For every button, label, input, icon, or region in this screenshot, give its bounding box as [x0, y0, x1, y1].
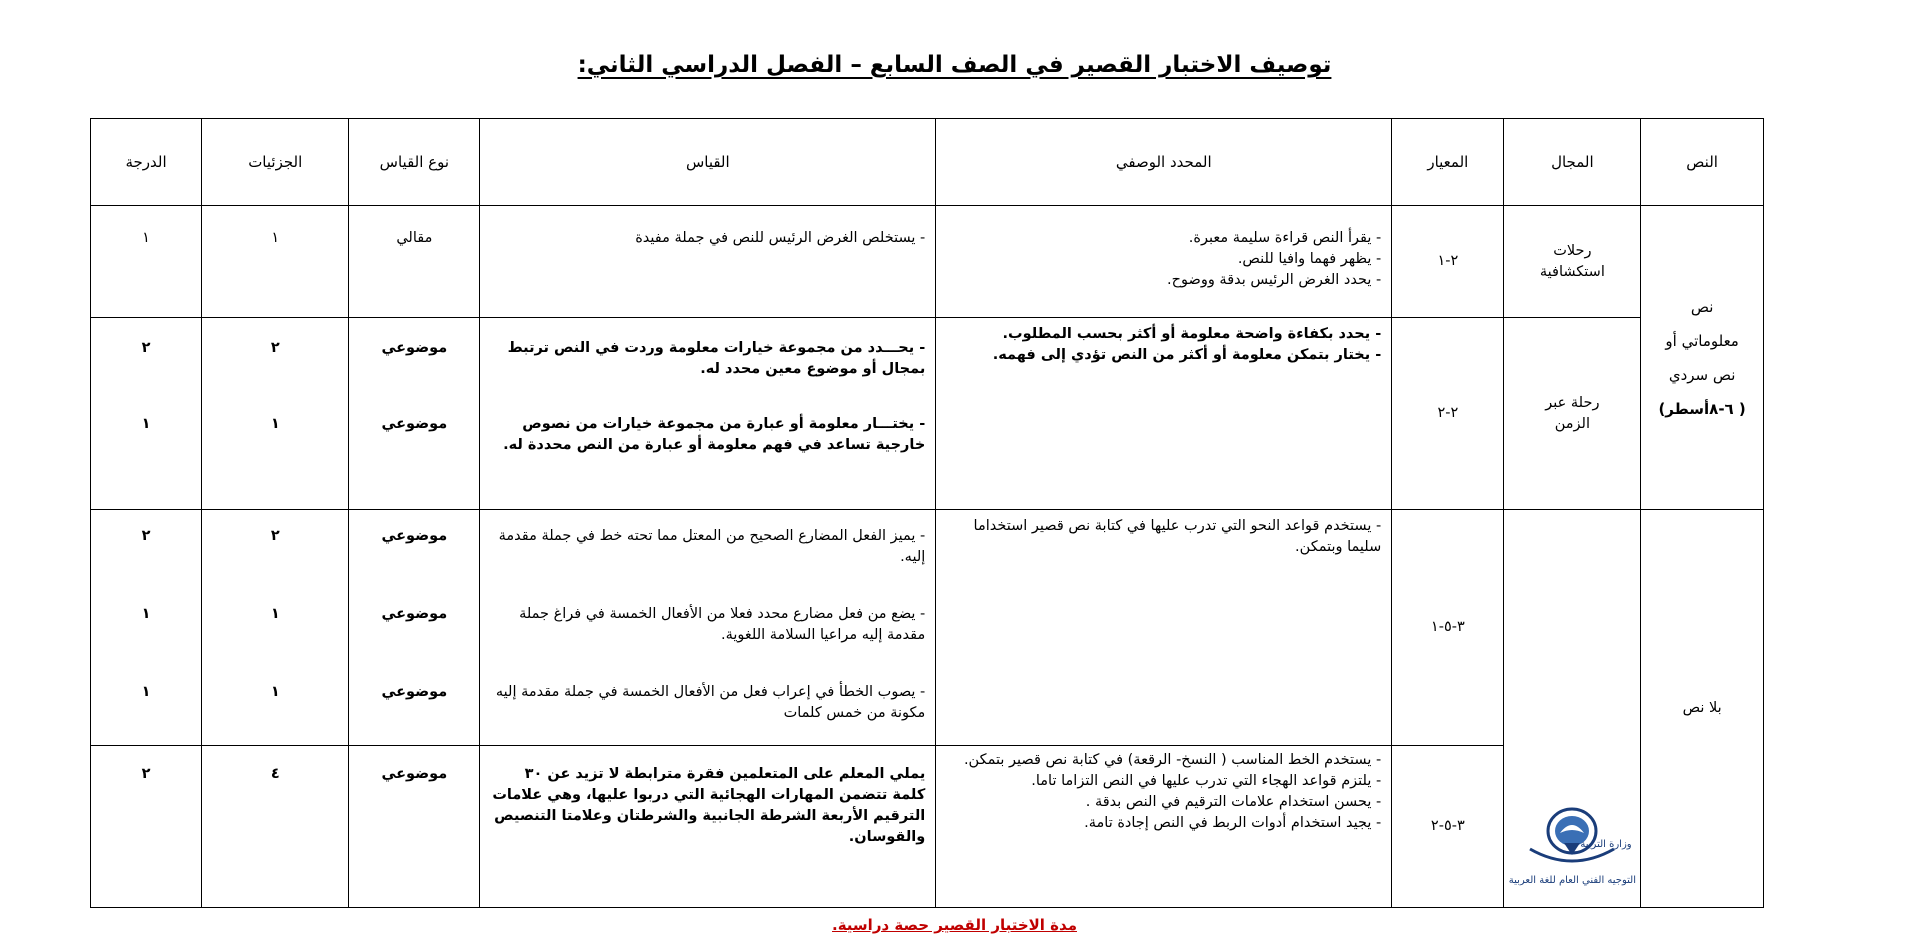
- ministry-emblem-icon: [1524, 803, 1632, 865]
- measure-type-text: موضوعي: [381, 684, 448, 700]
- descriptor-line: - يلتزم قواعد الهجاء التي تدرب عليها في النص التزاما تاما.: [1031, 773, 1382, 789]
- measure-type-text: مقالي: [396, 230, 433, 246]
- measure-cell: [480, 510, 936, 746]
- measure-type-cell: [349, 206, 480, 318]
- grade-cell: [91, 318, 202, 510]
- domain-line: استكشافية: [1539, 263, 1605, 280]
- text-cell-informational: [1641, 206, 1764, 510]
- header-measure: القياس: [480, 119, 936, 206]
- parts-value: ٤: [270, 766, 280, 782]
- measure-type-text: موضوعي: [381, 766, 448, 782]
- grade-value: ٢: [141, 766, 151, 782]
- header-text: النص: [1641, 119, 1764, 206]
- text-label-line: نص: [1690, 297, 1714, 316]
- measure-text: - يستخلص الغرض الرئيس للنص في جملة مفيدة: [635, 230, 926, 246]
- descriptor-cell: [936, 318, 1392, 510]
- standard-cell: ٢-٢: [1392, 318, 1504, 510]
- descriptor-cell: [936, 206, 1392, 318]
- parts-cell: [202, 318, 349, 510]
- measure-text: - يميز الفعل المضارع الصحيح من المعتل مما تحته خط في جملة مقدمة إليه.: [498, 528, 926, 565]
- measure-type-cell: [349, 746, 480, 908]
- descriptor-line: - يحسن استخدام علامات الترقيم في النص بدقة .: [1085, 794, 1382, 810]
- grade-cell: [91, 510, 202, 746]
- parts-cell: [202, 746, 349, 908]
- parts-value: ١: [270, 684, 280, 700]
- table-row: [91, 510, 1764, 746]
- domain-cell-logo: [1504, 510, 1641, 908]
- parts-value: ٢: [270, 528, 280, 544]
- text-label-line: نص سردي: [1668, 365, 1736, 384]
- descriptor-line: - يحدد الغرض الرئيس بدقة ووضوح.: [1167, 272, 1382, 288]
- measure-type-cell: [349, 510, 480, 746]
- grade-value: ١: [141, 606, 151, 622]
- measure-type-cell: [349, 318, 480, 510]
- descriptor-line: - يحدد بكفاءة واضحة معلومة أو أكثر بحسب المطلوب.: [1002, 326, 1382, 342]
- domain-line: رحلة عبر: [1545, 394, 1600, 411]
- domain-line: رحلات: [1553, 242, 1592, 259]
- descriptor-line: - يجيد استخدام أدوات الربط في النص إجادة تامة.: [1084, 815, 1382, 831]
- descriptor-line: - يستخدم قواعد النحو التي تدرب عليها في كتابة نص قصير استخداما سليما وبتمكن.: [973, 518, 1382, 555]
- measure-text: يملي المعلم على المتعلمين فقرة مترابطة لا تزيد عن ٣٠ كلمة تتضمن المهارات الهجائية التي دربوا عليها، وهي علامات الترقيم الأربعة الشرطة الجانبية والشرطتان وعلامتا التنصيص والقوسان.: [492, 766, 926, 845]
- grade-value: ١: [141, 684, 151, 700]
- header-standard: المعيار: [1392, 119, 1504, 206]
- ministry-logo: [1502, 803, 1642, 887]
- grade-cell: [91, 746, 202, 908]
- parts-value: ٢: [270, 340, 280, 356]
- header-measure-type: نوع القياس: [349, 119, 480, 206]
- specification-table: [90, 118, 1764, 908]
- grade-value: ٢: [141, 340, 151, 356]
- standard-cell: ٣-٥-٢: [1392, 746, 1504, 908]
- measure-type-text: موضوعي: [381, 528, 448, 544]
- measure-cell: [480, 746, 936, 908]
- domain-cell: [1504, 318, 1641, 510]
- descriptor-line: - يظهر فهما وافيا للنص.: [1237, 251, 1382, 267]
- descriptor-cell: [936, 510, 1392, 746]
- measure-type-text: موضوعي: [381, 606, 448, 622]
- descriptor-line: - يختار بتمكن معلومة أو أكثر من النص تؤدي إلى فهمه.: [992, 347, 1382, 363]
- measure-cell: [480, 318, 936, 510]
- standard-cell: ٣-٥-١: [1392, 510, 1504, 746]
- table-row: [91, 318, 1764, 510]
- domain-line: الزمن: [1554, 415, 1590, 432]
- header-domain: المجال: [1504, 119, 1641, 206]
- domain-cell: [1504, 206, 1641, 318]
- table-row: [91, 206, 1764, 318]
- parts-value: ١: [270, 606, 280, 622]
- parts-cell: [202, 510, 349, 746]
- logo-caption: التوجيه الفني العام للغة العربية: [1508, 875, 1636, 886]
- grade-value: ١: [141, 416, 151, 432]
- header-parts: الجزئيات: [202, 119, 349, 206]
- measure-type-text: موضوعي: [381, 416, 448, 432]
- grade-value: ١: [142, 230, 150, 246]
- measure-text: - يصوب الخطأ في إعراب فعل من الأفعال الخمسة في جملة مقدمة إليه مكونة من خمس كلمات: [495, 684, 926, 721]
- text-label-line: معلوماتي أو: [1665, 331, 1739, 350]
- parts-value: ١: [271, 230, 280, 246]
- page-title-text: توصيف الاختبار القصير في الصف السابع – الفصل الدراسي الثاني:: [577, 52, 1332, 78]
- measure-type-text: موضوعي: [381, 340, 448, 356]
- grade-cell: [91, 206, 202, 318]
- duration-note: [0, 916, 1909, 934]
- parts-cell: [202, 206, 349, 318]
- header-descriptor: المحدد الوصفي: [936, 119, 1392, 206]
- header-grade: الدرجة: [91, 119, 202, 206]
- duration-note-text: مدة الاختبار القصير حصة دراسية.: [832, 916, 1077, 934]
- descriptor-line: - يقرأ النص قراءة سليمة معبرة.: [1188, 230, 1382, 246]
- standard-cell: ٢-١: [1392, 206, 1504, 318]
- measure-text: - يضع من فعل مضارع محدد فعلا من الأفعال الخمسة في فراغ جملة مقدمة إليه مراعيا السلامة اللغوية.: [519, 606, 926, 643]
- text-cell-none: بلا نص: [1641, 510, 1764, 908]
- logo-ministry-text: وزارة التربية: [1580, 839, 1632, 850]
- descriptor-cell: [936, 746, 1392, 908]
- page-title: [0, 52, 1909, 78]
- measure-text: - يحـــدد من مجموعة خيارات معلومة وردت في النص ترتبط بمجال أو موضوع معين محدد له.: [507, 340, 926, 377]
- header-row: [91, 119, 1764, 206]
- grade-value: ٢: [141, 528, 151, 544]
- measure-cell: [480, 206, 936, 318]
- parts-value: ١: [270, 416, 280, 432]
- text-label-line: ( ٦-٨أسطر): [1658, 399, 1746, 418]
- measure-text: - يختـــار معلومة أو عبارة من مجموعة خيارات من نصوص خارجية تساعد في فهم معلومة أو عبارة من النص محددة له.: [503, 416, 926, 453]
- descriptor-line: - يستخدم الخط المناسب ( النسخ- الرقعة) في كتابة نص قصير بتمكن.: [963, 752, 1382, 768]
